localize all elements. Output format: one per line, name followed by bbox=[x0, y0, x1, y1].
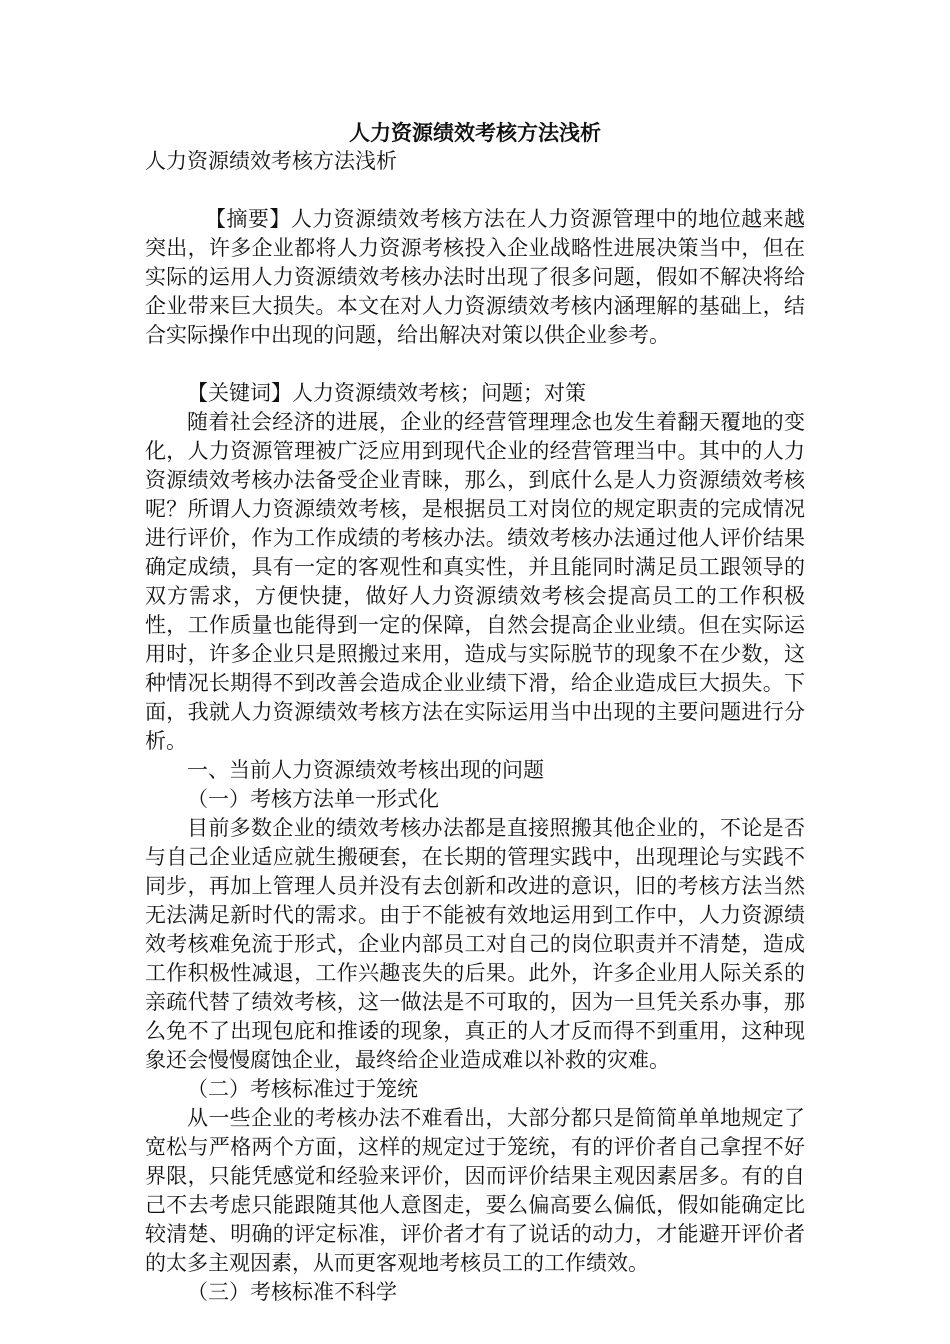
intro-paragraph: 随着社会经济的进展，企业的经营管理理念也发生着翻天覆地的变化，人力资源管理被广泛应用到现代企业的经营管理当中。其中的人力资源绩效考核办法备受企业青睐，那么，到底什么是人力资源绩效考核呢？所谓人力资源绩效考核，是根据员工对岗位的规定职责的完成情况进行评价，作为工作成绩的考核办法。绩效考核办法通过他人评价结果确定成绩，具有一定的客观性和真实性，并且能同时满足员工跟领导的双方需求，方便快捷，做好人力资源绩效考核会提高员工的工作积极性，工作质量也能得到一定的保障，自然会提高企业业绩。但在实际运用时，许多企业只是照搬过来用，造成与实际脱节的现象不在少数，这种情况长期得不到改善会造成企业业绩下滑，给企业造成巨大损失。下面，我就人力资源绩效考核方法在实际运用当中出现的主要问题进行分析。 bbox=[145, 410, 805, 753]
document-title: 人力资源绩效考核方法浅析 bbox=[349, 120, 601, 145]
subsection-heading: （一）考核方法单一形式化 bbox=[187, 787, 439, 811]
blank-line bbox=[145, 350, 805, 379]
section-heading: 一、当前人力资源绩效考核出现的问题 bbox=[187, 758, 544, 782]
subsection-heading: （二）考核标准过于笼统 bbox=[187, 1077, 418, 1101]
body-paragraph: 目前多数企业的绩效考核办法都是直接照搬其他企业的，不论是否与自己企业适应就生搬硬套，在长期的管理实践中，出现理论与实践不同步，再加上管理人员并没有去创新和改进的意识，旧的考核方法当然无法满足新时代的需求。由于不能被有效地运用到工作中，人力资源绩效考核难免流于形式，企业内部员工对自己的岗位职责并不清楚，造成工作积极性减退，工作兴趣丧失的后果。此外，许多企业用人际关系的亲疏代替了绩效考核，这一做法是不可取的，因为一旦凭关系办事，那么免不了出现包庇和推诿的现象，真正的人才反而得不到重用，这种现象还会慢慢腐蚀企业，最终给企业造成难以补救的灾难。 bbox=[145, 816, 805, 1072]
abstract-paragraph: 【摘要】人力资源绩效考核方法在人力资源管理中的地位越来越突出，许多企业都将人力资源考核投入企业战略性进展决策当中，但在实际的运用人力资源绩效考核办法时出现了很多问题，假如不解决将给企业带来巨大损失。本文在对人力资源绩效考核内涵理解的基础上，结合实际操作中出现的问题，给出解决对策以供企业参考。 bbox=[145, 207, 805, 347]
document-body bbox=[145, 118, 805, 1307]
blank-line bbox=[145, 176, 805, 205]
document-subtitle: 人力资源绩效考核方法浅析 bbox=[145, 149, 397, 173]
body-paragraph: 从一些企业的考核办法不难看出，大部分都只是简简单单地规定了宽松与严格两个方面，这样的规定过于笼统，有的评价者自己拿捏不好界限，只能凭感觉和经验来评价，因而评价结果主观因素居多。有的自己不去考虑只能跟随其他人意图走，要么偏高要么偏低，假如能确定比较清楚、明确的评定标准，评价者才有了说话的动力，才能避开评价者的太多主观因素，从而更客观地考核员工的工作绩效。 bbox=[145, 1106, 805, 1275]
keywords-paragraph: 【关键词】人力资源绩效考核；问题；对策 bbox=[187, 381, 586, 405]
subsection-heading: （三）考核标准不科学 bbox=[187, 1280, 397, 1304]
